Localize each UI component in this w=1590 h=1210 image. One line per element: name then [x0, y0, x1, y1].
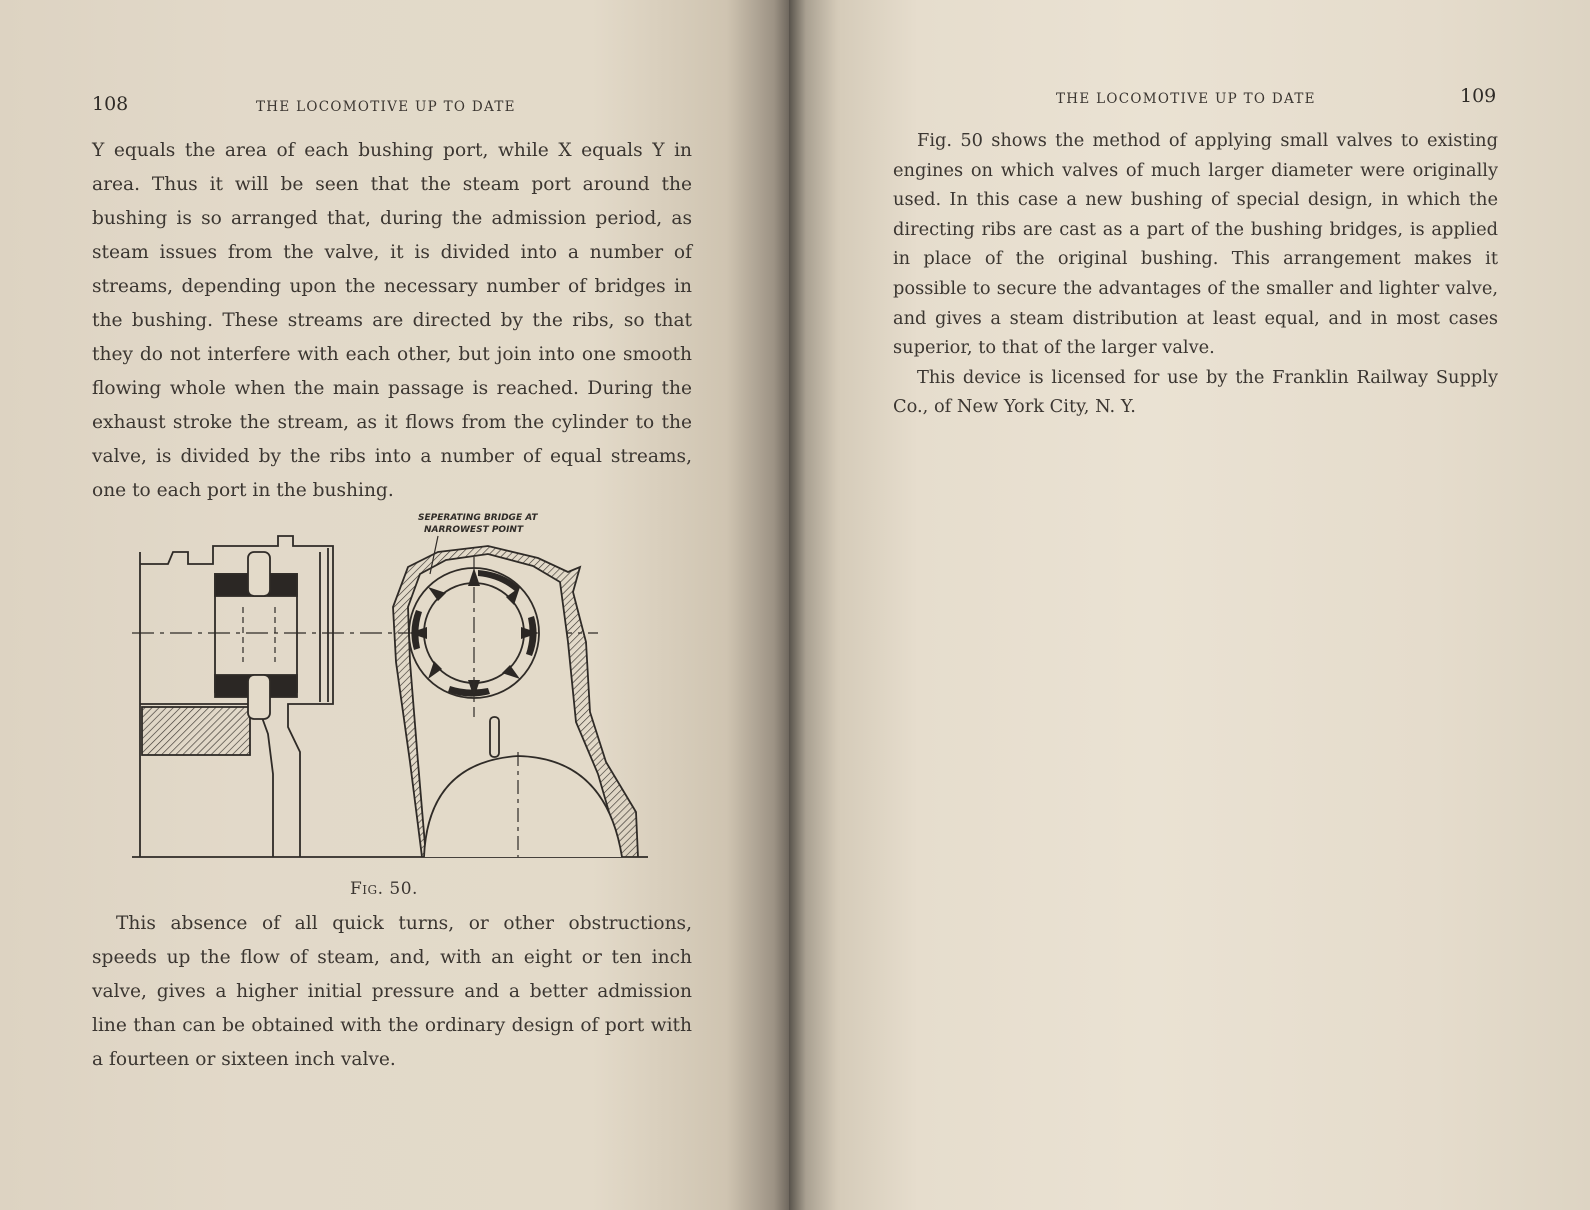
right-text — [893, 126, 1498, 422]
page-number-right: 109 — [1460, 85, 1497, 107]
page-number-left: 108 — [92, 93, 129, 115]
bridge-top — [248, 552, 270, 596]
bridge-bottom — [248, 675, 270, 719]
figure-caption: Fig. 50. — [350, 879, 418, 899]
figure-50 — [128, 512, 658, 882]
running-head-left: THE LOCOMOTIVE UP TO DATE — [256, 99, 516, 115]
drain-pipe — [490, 717, 499, 757]
left-text-top — [92, 134, 692, 508]
figure-label-line-1: SEPERATING BRIDGE AT — [418, 513, 538, 523]
right-page — [790, 0, 1590, 1210]
right-paragraph-2: This device is licensed for use by the Franklin Railway Supply Co., of New York City, N. Y. — [893, 366, 1498, 418]
hatched-wall — [142, 707, 250, 755]
right-paragraph-1: Fig. 50 shows the method of applying small valves to existing engines on which valves of much larger diameter were originally used. In this case a new bushing of special design, in which the directing ribs are cast as a part of the bushing bridges, is applied in place of the original bushing. This arrangement makes it possible to secure the advantages of the smaller and lighter valve, and gives a steam distribution at least equal, and in most cases superior, to that of the larger valve. — [893, 130, 1498, 359]
valve-bushing-drawing — [128, 512, 658, 882]
left-text-bottom — [92, 907, 692, 1077]
left-paragraph-2: This absence of all quick turns, or other obstructions, speeds up the flow of steam, and, with an eight or ten inch valve, gives a higher initial pressure and a better admission line than can be obtained with the ordinary design of port with a fourteen or sixteen inch valve. — [92, 913, 692, 1070]
left-page — [0, 0, 790, 1210]
figure-label-line-2: NARROWEST POINT — [424, 525, 524, 535]
running-head-right: THE LOCOMOTIVE UP TO DATE — [1056, 91, 1316, 107]
left-paragraph-1: Y equals the area of each bushing port, while X equals Y in area. Thus it will be seen that the steam port around the bushing is so arranged that, during the admission period, as steam issues from the valve, it is divided into a number of streams, depending upon the necessary number of bridges in the bushing. These streams are directed by the ribs, so that they do not interfere with each other, but join into one smooth flowing whole when the main passage is reached. During the exhaust stroke the stream, as it flows from the cylinder to the valve, is divided by the ribs into a number of equal streams, one to each port in the bushing. — [92, 140, 692, 501]
